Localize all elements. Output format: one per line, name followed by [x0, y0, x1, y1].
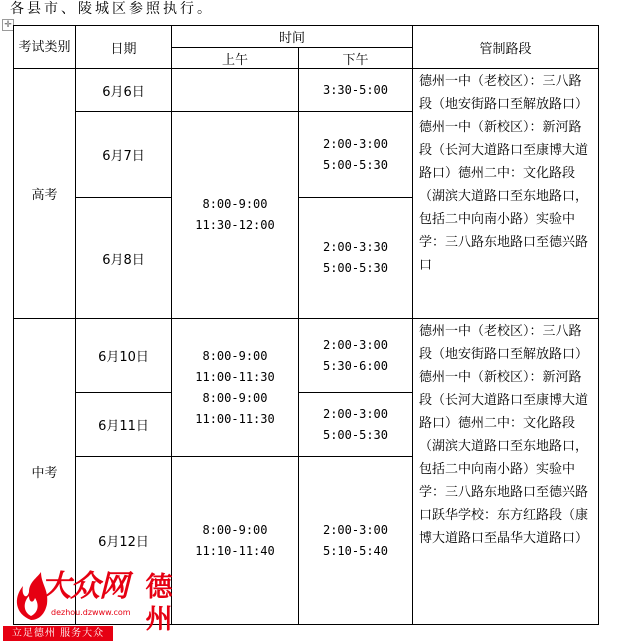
- table-move-handle-icon[interactable]: ✛: [2, 19, 14, 31]
- route-cell-gaokao: 德州一中（老校区）：三八路段（地安街路口至解放路口）德州一中（新校区）：新河路段（长河大道路口至康博大道路口）德州二中：文化路段（湖滨大道路口至东地路口，包括二中向南小路）实验中学：三八路东地路口至德兴路口: [413, 69, 599, 319]
- date-cell: 6月7日: [76, 112, 172, 198]
- table-row: [14, 69, 599, 112]
- afternoon-cell: 2:00-3:00 5:00-5:30: [299, 393, 413, 457]
- morning-cell: 8:00-9:00 11:30-12:00: [172, 112, 299, 319]
- morning-cell: 8:00-9:00 11:10-11:40: [172, 457, 299, 625]
- exam-traffic-control-table: [13, 25, 599, 625]
- afternoon-cell: 2:00-3:00 5:00-5:30: [299, 112, 413, 198]
- afternoon-cell: 2:00-3:30 5:00-5:30: [299, 198, 413, 319]
- header-category: 考试类别: [14, 26, 76, 69]
- morning-cell: [172, 69, 299, 112]
- afternoon-cell: 2:00-3:00 5:10-5:40: [299, 457, 413, 625]
- category-gaokao: 高考: [14, 69, 76, 319]
- header-morning: 上午: [172, 48, 299, 69]
- watermark-slogan: 立足德州 服务大众: [3, 626, 113, 641]
- date-cell: 6月6日: [76, 69, 172, 112]
- watermark-url: dezhou.dzwww.com: [51, 608, 131, 617]
- morning-cell: 8:00-9:00 11:00-11:30 8:00-9:00 11:00-11:30: [172, 319, 299, 457]
- date-cell: 6月10日: [76, 319, 172, 393]
- watermark-city: 德州: [145, 572, 173, 635]
- date-cell: 6月8日: [76, 198, 172, 319]
- dazhong-watermark-logo: [3, 566, 175, 643]
- category-zhongkao: 中考: [14, 319, 76, 625]
- header-route: 管制路段: [413, 26, 599, 69]
- header-time: 时间: [172, 26, 413, 48]
- date-cell: 6月11日: [76, 393, 172, 457]
- header-afternoon: 下午: [299, 48, 413, 69]
- date-cell: 6月12日: [76, 457, 172, 625]
- afternoon-cell: 3:30-5:00: [299, 69, 413, 112]
- route-cell-zhongkao: 德州一中（老校区）：三八路段（地安街路口至解放路口）德州一中（新校区）：新河路段（长河大道路口至康博大道路口）德州二中：文化路段（湖滨大道路口至东地路口，包括二中向南小路）实验中学：三八路东地路口至德兴路口跃华学校：东方红路段（康博大道路口至晶华大道路口）: [413, 319, 599, 625]
- table-row: [14, 319, 599, 393]
- header-date: 日期: [76, 26, 172, 69]
- intro-text: 各县市、陵城区参照执行。: [10, 1, 214, 17]
- afternoon-cell: 2:00-3:00 5:30-6:00: [299, 319, 413, 393]
- watermark-brand: 大众网: [41, 569, 128, 604]
